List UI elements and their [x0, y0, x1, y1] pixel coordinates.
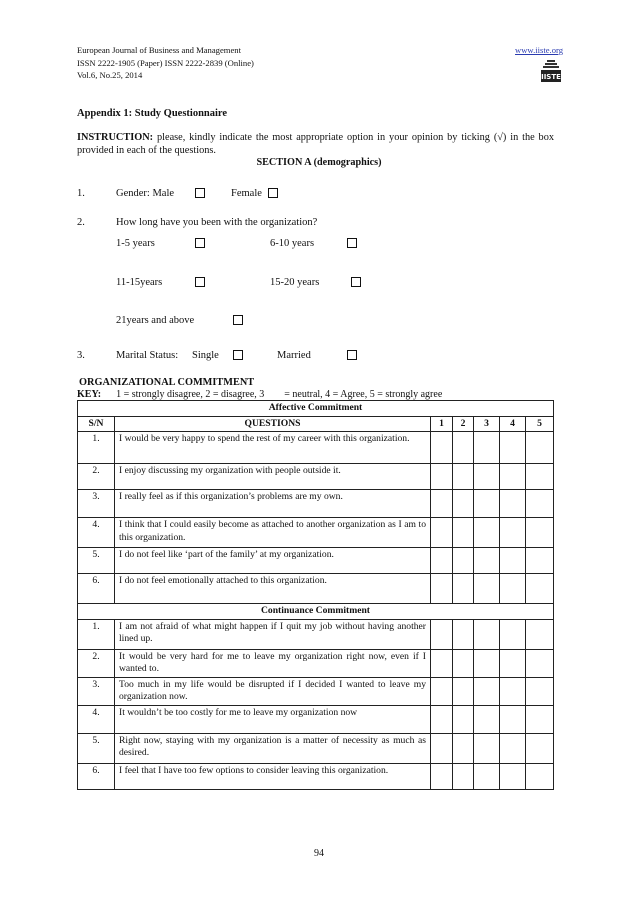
female-label: Female — [231, 188, 262, 199]
item-number: 3. — [78, 490, 115, 518]
rating-cell-4[interactable] — [500, 705, 526, 733]
instruction-label: INSTRUCTION: — [77, 132, 154, 143]
continuance-commitment-title — [78, 604, 554, 620]
item-number: 4. — [78, 705, 115, 733]
tenure-label: How long have you been with the organization? — [116, 217, 318, 228]
rating-cell-1[interactable] — [431, 574, 453, 604]
rating-cell-3[interactable] — [474, 518, 500, 548]
rating-cell-1[interactable] — [431, 548, 453, 574]
tenure-options-row-1 — [0, 238, 638, 252]
male-checkbox[interactable] — [195, 188, 205, 198]
question-number: 2. — [77, 217, 85, 228]
item-question: Right now, staying with my organization is a matter of necessity as much as desired. — [115, 733, 431, 763]
journal-name: European Journal of Business and Management — [77, 45, 241, 55]
rating-cell-3[interactable] — [474, 490, 500, 518]
tenure-1-5-label: 1-5 years — [116, 238, 155, 249]
rating-cell-2[interactable] — [453, 649, 474, 677]
rating-cell-4[interactable] — [500, 763, 526, 789]
rating-cell-4[interactable] — [500, 649, 526, 677]
question-marital-status — [0, 350, 638, 364]
tenure-11-15-label: 11-15years — [116, 277, 163, 288]
rating-cell-4[interactable] — [500, 733, 526, 763]
tenure-options-row-2 — [0, 277, 638, 291]
rating-cell-1[interactable] — [431, 649, 453, 677]
tenure-6-10-checkbox[interactable] — [347, 238, 357, 248]
item-question: I am not afraid of what might happen if I quit my job without having another lined up. — [115, 619, 431, 649]
iiste-logo — [541, 60, 561, 82]
instruction-paragraph — [77, 131, 554, 157]
rating-cell-5[interactable] — [526, 518, 554, 548]
iiste-logo-icon — [541, 60, 561, 82]
item-number: 3. — [78, 677, 115, 705]
rating-cell-3[interactable] — [474, 574, 500, 604]
single-checkbox[interactable] — [233, 350, 243, 360]
rating-cell-1[interactable] — [431, 733, 453, 763]
affective-commitment-title-label: Affective Commitment — [78, 401, 554, 417]
rating-cell-5[interactable] — [526, 548, 554, 574]
appendix-title: Appendix 1: Study Questionnaire — [77, 108, 228, 119]
rating-cell-2[interactable] — [453, 548, 474, 574]
rating-cell-2[interactable] — [453, 490, 474, 518]
key-label: KEY: — [77, 389, 102, 400]
rating-cell-5[interactable] — [526, 490, 554, 518]
header-c2: 2 — [453, 416, 474, 432]
table-row — [78, 432, 554, 464]
rating-cell-5[interactable] — [526, 733, 554, 763]
table-row — [78, 705, 554, 733]
table-row — [78, 518, 554, 548]
tenure-options-row-3 — [0, 315, 638, 329]
item-question: I really feel as if this organization’s problems are my own. — [115, 490, 431, 518]
rating-cell-4[interactable] — [500, 677, 526, 705]
rating-cell-4[interactable] — [500, 548, 526, 574]
continuance-commitment-title-label: Continuance Commitment — [78, 604, 554, 620]
item-number: 1. — [78, 432, 115, 464]
table-header-row — [78, 416, 554, 432]
question-gender — [0, 188, 638, 202]
rating-cell-5[interactable] — [526, 432, 554, 464]
header-c3: 3 — [474, 416, 500, 432]
volume-line: Vol.6, No.25, 2014 — [77, 70, 143, 80]
rating-cell-1[interactable] — [431, 464, 453, 490]
tenure-11-15-checkbox[interactable] — [195, 277, 205, 287]
question-number: 1. — [77, 188, 85, 199]
married-label: Married — [277, 350, 311, 361]
rating-cell-5[interactable] — [526, 705, 554, 733]
rating-cell-3[interactable] — [474, 733, 500, 763]
rating-cell-2[interactable] — [453, 677, 474, 705]
rating-cell-2[interactable] — [453, 705, 474, 733]
marital-status-label: Marital Status: — [116, 350, 179, 361]
item-question: I feel that I have too few options to consider leaving this organization. — [115, 763, 431, 789]
rating-cell-3[interactable] — [474, 619, 500, 649]
rating-cell-5[interactable] — [526, 677, 554, 705]
rating-cell-4[interactable] — [500, 490, 526, 518]
table-row — [78, 649, 554, 677]
table-row — [78, 733, 554, 763]
table-row — [78, 619, 554, 649]
section-a-title: SECTION A (demographics) — [256, 157, 382, 168]
header-c1: 1 — [431, 416, 453, 432]
rating-cell-1[interactable] — [431, 677, 453, 705]
tenure-21-plus-label: 21years and above — [116, 315, 195, 326]
rating-cell-3[interactable] — [474, 677, 500, 705]
header-c5: 5 — [526, 416, 554, 432]
tenure-15-20-label: 15-20 years — [270, 277, 320, 288]
rating-cell-1[interactable] — [431, 518, 453, 548]
rating-cell-3[interactable] — [474, 763, 500, 789]
rating-cell-2[interactable] — [453, 464, 474, 490]
rating-cell-3[interactable] — [474, 464, 500, 490]
rating-cell-3[interactable] — [474, 432, 500, 464]
item-question: I would be very happy to spend the rest of my career with this organization. — [115, 432, 431, 464]
married-checkbox[interactable] — [347, 350, 357, 360]
rating-cell-4[interactable] — [500, 518, 526, 548]
rating-cell-2[interactable] — [453, 733, 474, 763]
tenure-1-5-checkbox[interactable] — [195, 238, 205, 248]
gender-label: Gender: Male — [116, 188, 175, 199]
item-question: It would be very hard for me to leave my organization right now, even if I wanted to. — [115, 649, 431, 677]
tenure-15-20-checkbox[interactable] — [351, 277, 361, 287]
header-questions: QUESTIONS — [115, 416, 431, 432]
item-question: It wouldn’t be too costly for me to leave my organization now — [115, 705, 431, 733]
item-question: I do not feel like ‘part of the family’ at my organization. — [115, 548, 431, 574]
item-question: Too much in my life would be disrupted if I decided I wanted to leave my organization now. — [115, 677, 431, 705]
instruction-text: please, kindly indicate the most appropriate option in your opinion by ticking (√) in the box provided in each of the questions. — [77, 132, 554, 156]
rating-cell-2[interactable] — [453, 763, 474, 789]
affective-commitment-title — [78, 401, 554, 417]
item-question: I enjoy discussing my organization with people outside it. — [115, 464, 431, 490]
key-text: 1 = strongly disagree, 2 = disagree, 3 = neutral, 4 = Agree, 5 = strongly agree — [116, 389, 443, 400]
commitment-table — [77, 400, 554, 790]
rating-cell-4[interactable] — [500, 574, 526, 604]
item-number: 2. — [78, 649, 115, 677]
rating-cell-1[interactable] — [431, 490, 453, 518]
header-c4: 4 — [500, 416, 526, 432]
rating-cell-1[interactable] — [431, 763, 453, 789]
table-row — [78, 548, 554, 574]
rating-cell-1[interactable] — [431, 619, 453, 649]
rating-cell-1[interactable] — [431, 705, 453, 733]
rating-cell-3[interactable] — [474, 705, 500, 733]
rating-cell-2[interactable] — [453, 574, 474, 604]
single-label: Single — [192, 350, 219, 361]
table-row — [78, 574, 554, 604]
rating-cell-2[interactable] — [453, 619, 474, 649]
rating-cell-2[interactable] — [453, 432, 474, 464]
item-number: 1. — [78, 619, 115, 649]
female-checkbox[interactable] — [268, 188, 278, 198]
issn-line: ISSN 2222-1905 (Paper) ISSN 2222-2839 (Online) — [77, 57, 254, 68]
rating-cell-3[interactable] — [474, 649, 500, 677]
item-number: 5. — [78, 733, 115, 763]
key-line — [77, 389, 442, 400]
tenure-21-plus-checkbox[interactable] — [233, 315, 243, 325]
rating-cell-4[interactable] — [500, 432, 526, 464]
rating-cell-4[interactable] — [500, 619, 526, 649]
table-row — [78, 677, 554, 705]
table-row — [78, 763, 554, 789]
item-number: 6. — [78, 574, 115, 604]
rating-cell-5[interactable] — [526, 464, 554, 490]
journal-header — [77, 44, 254, 82]
item-number: 5. — [78, 548, 115, 574]
table-row — [78, 490, 554, 518]
header-sn: S/N — [78, 416, 115, 432]
rating-cell-5[interactable] — [526, 574, 554, 604]
logo-text: IISTE — [541, 73, 561, 81]
rating-cell-2[interactable] — [453, 518, 474, 548]
table-row — [78, 464, 554, 490]
org-commitment-title: ORGANIZATIONAL COMMITMENT — [79, 377, 255, 388]
question-tenure — [0, 217, 638, 231]
item-question: I do not feel emotionally attached to this organization. — [115, 574, 431, 604]
item-question: I think that I could easily become as attached to another organization as I am to this organization. — [115, 518, 431, 548]
rating-cell-3[interactable] — [474, 548, 500, 574]
rating-cell-5[interactable] — [526, 763, 554, 789]
question-number: 3. — [77, 350, 85, 361]
journal-url-link[interactable]: www.iiste.org — [515, 45, 563, 55]
rating-cell-4[interactable] — [500, 464, 526, 490]
rating-cell-5[interactable] — [526, 649, 554, 677]
item-number: 4. — [78, 518, 115, 548]
item-number: 2. — [78, 464, 115, 490]
rating-cell-1[interactable] — [431, 432, 453, 464]
page-number: 94 — [314, 848, 324, 859]
item-number: 6. — [78, 763, 115, 789]
tenure-6-10-label: 6-10 years — [270, 238, 315, 249]
rating-cell-5[interactable] — [526, 619, 554, 649]
